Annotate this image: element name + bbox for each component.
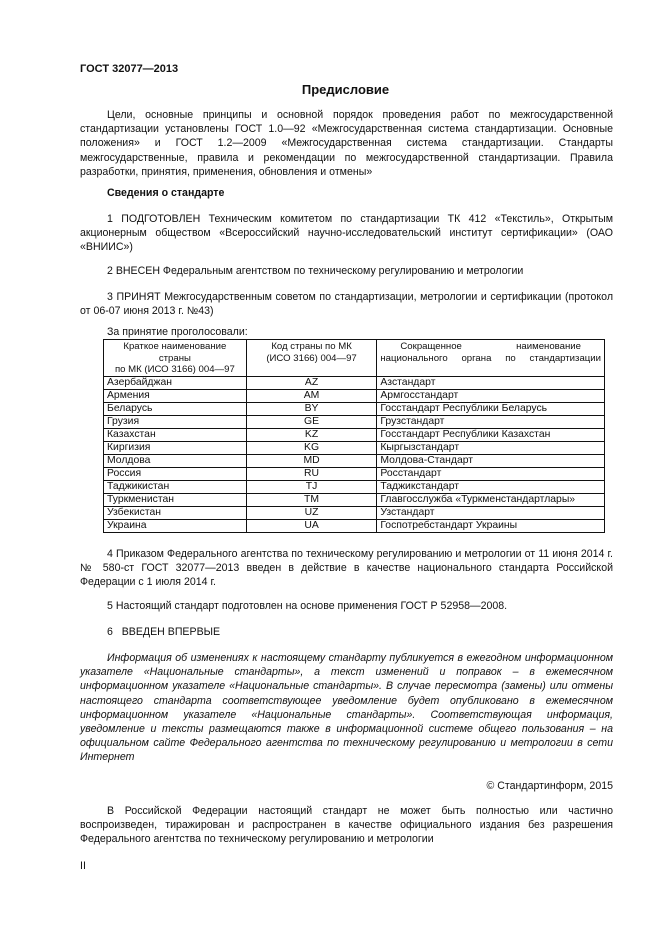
item-4-text: 4 Приказом Федерального агентства по техническому регулированию и метрологии от 11 июня 2014 г. № 580-ст ГОСТ 32077—2013 введен в действие в качестве национального стандарта Российской Федерации с 1 июля 2014 г.	[80, 548, 613, 589]
page-number: II	[80, 860, 86, 872]
intro-paragraph	[80, 108, 613, 179]
body-cell: Кыргызстандарт	[377, 441, 605, 454]
header-country	[104, 340, 247, 377]
code-cell: UZ	[246, 506, 377, 519]
document-code: ГОСТ 32077—2013	[80, 63, 179, 75]
voting-table	[103, 339, 605, 533]
item-6-text: 6 ВВЕДЕН ВПЕРВЫЕ	[107, 626, 221, 638]
body-cell: Таджикстандарт	[377, 480, 605, 493]
country-cell: Россия	[104, 467, 247, 480]
table-row	[104, 402, 605, 415]
country-cell: Грузия	[104, 415, 247, 428]
header-body-line2: национального органа по стандартизации	[380, 352, 601, 364]
intro-text: Цели, основные принципы и основной порядок проведения работ по межгосударственной стандартизации установлены ГОСТ 1.0—92 «Межгосударственная система стандартизации. Основные положения» и ГОСТ 1.2—2009 «Межгосударственная система стандартизации. Стандарты межгосударственные, правила и рекомендации по межгосударственной стандартизации. Правила разработки, принятия, применения, обновления и отмены»	[80, 109, 613, 178]
country-cell: Беларусь	[104, 402, 247, 415]
item-1-text: 1 ПОДГОТОВЛЕН Техническим комитетом по стандартизации ТК 412 «Текстиль», Открытым акционерным обществом «Всероссийский научно-исследовательский институт сертификации» (ОАО «ВНИИС»)	[80, 213, 613, 254]
item-2	[80, 264, 613, 278]
header-code	[246, 340, 377, 377]
country-cell: Азербайджан	[104, 376, 247, 389]
info-notice-text: Информация об изменениях к настоящему стандарту публикуется в ежегодном информационном указателе «Национальные стандарты», а текст изменений и поправок – в ежемесячном информационном указателе «Национальные стандарты». В случае пересмотра (замены) или отмены настоящего стандарта соответствующее уведомление будет опубликовано в ежемесячном информационном указателе «Национальные стандарты». Соответствующая информация, уведомление и тексты размещаются также в информационной системе общего пользования – на официальном сайте Федерального агентства по техническому регулированию и метрологии в сети Интернет	[80, 652, 613, 764]
header-country-line1: Краткое наименование	[123, 341, 227, 352]
body-cell: Азстандарт	[377, 376, 605, 389]
country-cell: Таджикистан	[104, 480, 247, 493]
copyright: © Стандартинформ, 2015	[486, 780, 613, 792]
reproduction-notice-text: В Российской Федерации настоящий стандарт не может быть полностью или частично воспроизведен, тиражирован и распространен в качестве официального издания без разрешения Федерального агентства по техническому регулированию и метрологии	[80, 805, 613, 846]
body-cell: Госпотребстандарт Украины	[377, 519, 605, 532]
body-cell: Госстандарт Республики Казахстан	[377, 428, 605, 441]
item-5	[80, 599, 613, 613]
table-caption: За принятие проголосовали:	[107, 326, 248, 338]
item-2-text: 2 ВНЕСЕН Федеральным агентством по техническому регулированию и метрологии	[107, 265, 524, 277]
code-cell: KG	[246, 441, 377, 454]
header-code-line1: Код страны по МК	[271, 341, 352, 352]
item-3	[80, 290, 613, 318]
code-cell: UA	[246, 519, 377, 532]
code-cell: AM	[246, 389, 377, 402]
table-row	[104, 493, 605, 506]
section-heading	[80, 186, 613, 200]
body-cell: Госстандарт Республики Беларусь	[377, 402, 605, 415]
header-code-line2: (ИСО 3166) 004—97	[266, 352, 357, 364]
page-title: Предисловие	[301, 82, 390, 97]
code-cell: KZ	[246, 428, 377, 441]
body-cell: Росстандарт	[377, 467, 605, 480]
table-row	[104, 506, 605, 519]
body-cell: Молдова-Стандарт	[377, 454, 605, 467]
country-cell: Казахстан	[104, 428, 247, 441]
country-cell: Киргизия	[104, 441, 247, 454]
item-4	[80, 547, 613, 590]
header-body	[377, 340, 605, 377]
info-notice	[80, 651, 613, 765]
item-3-text: 3 ПРИНЯТ Межгосударственным советом по стандартизации, метрологии и сертификации (протокол от 06-07 июня 2013 г. №43)	[80, 291, 613, 318]
table-row	[104, 480, 605, 493]
country-cell: Молдова	[104, 454, 247, 467]
header-country-line2: страны	[158, 352, 191, 364]
code-cell: AZ	[246, 376, 377, 389]
item-6	[80, 625, 613, 639]
code-cell: TM	[246, 493, 377, 506]
country-cell: Туркменистан	[104, 493, 247, 506]
body-cell: Главгосслужба «Туркменстандартлары»	[377, 493, 605, 506]
body-cell: Грузстандарт	[377, 415, 605, 428]
table-header-row	[104, 340, 605, 377]
table-row	[104, 519, 605, 532]
header-body-line1: Сокращенное наименование	[400, 341, 581, 352]
table-row	[104, 428, 605, 441]
country-cell: Армения	[104, 389, 247, 402]
table-row	[104, 415, 605, 428]
code-cell: BY	[246, 402, 377, 415]
item-1	[80, 212, 613, 255]
table-row	[104, 467, 605, 480]
country-cell: Украина	[104, 519, 247, 532]
code-cell: MD	[246, 454, 377, 467]
item-5-text: 5 Настоящий стандарт подготовлен на основе применения ГОСТ Р 52958—2008.	[107, 600, 508, 612]
code-cell: RU	[246, 467, 377, 480]
table-row	[104, 441, 605, 454]
section-heading-text: Сведения о стандарте	[107, 187, 225, 199]
body-cell: Армгосстандарт	[377, 389, 605, 402]
table-row	[104, 376, 605, 389]
header-country-line3: по МК (ИСО 3166) 004—97	[114, 364, 235, 375]
code-cell: TJ	[246, 480, 377, 493]
table-row	[104, 454, 605, 467]
code-cell: GE	[246, 415, 377, 428]
reproduction-notice	[80, 804, 613, 847]
table-row	[104, 389, 605, 402]
body-cell: Узстандарт	[377, 506, 605, 519]
country-cell: Узбекистан	[104, 506, 247, 519]
